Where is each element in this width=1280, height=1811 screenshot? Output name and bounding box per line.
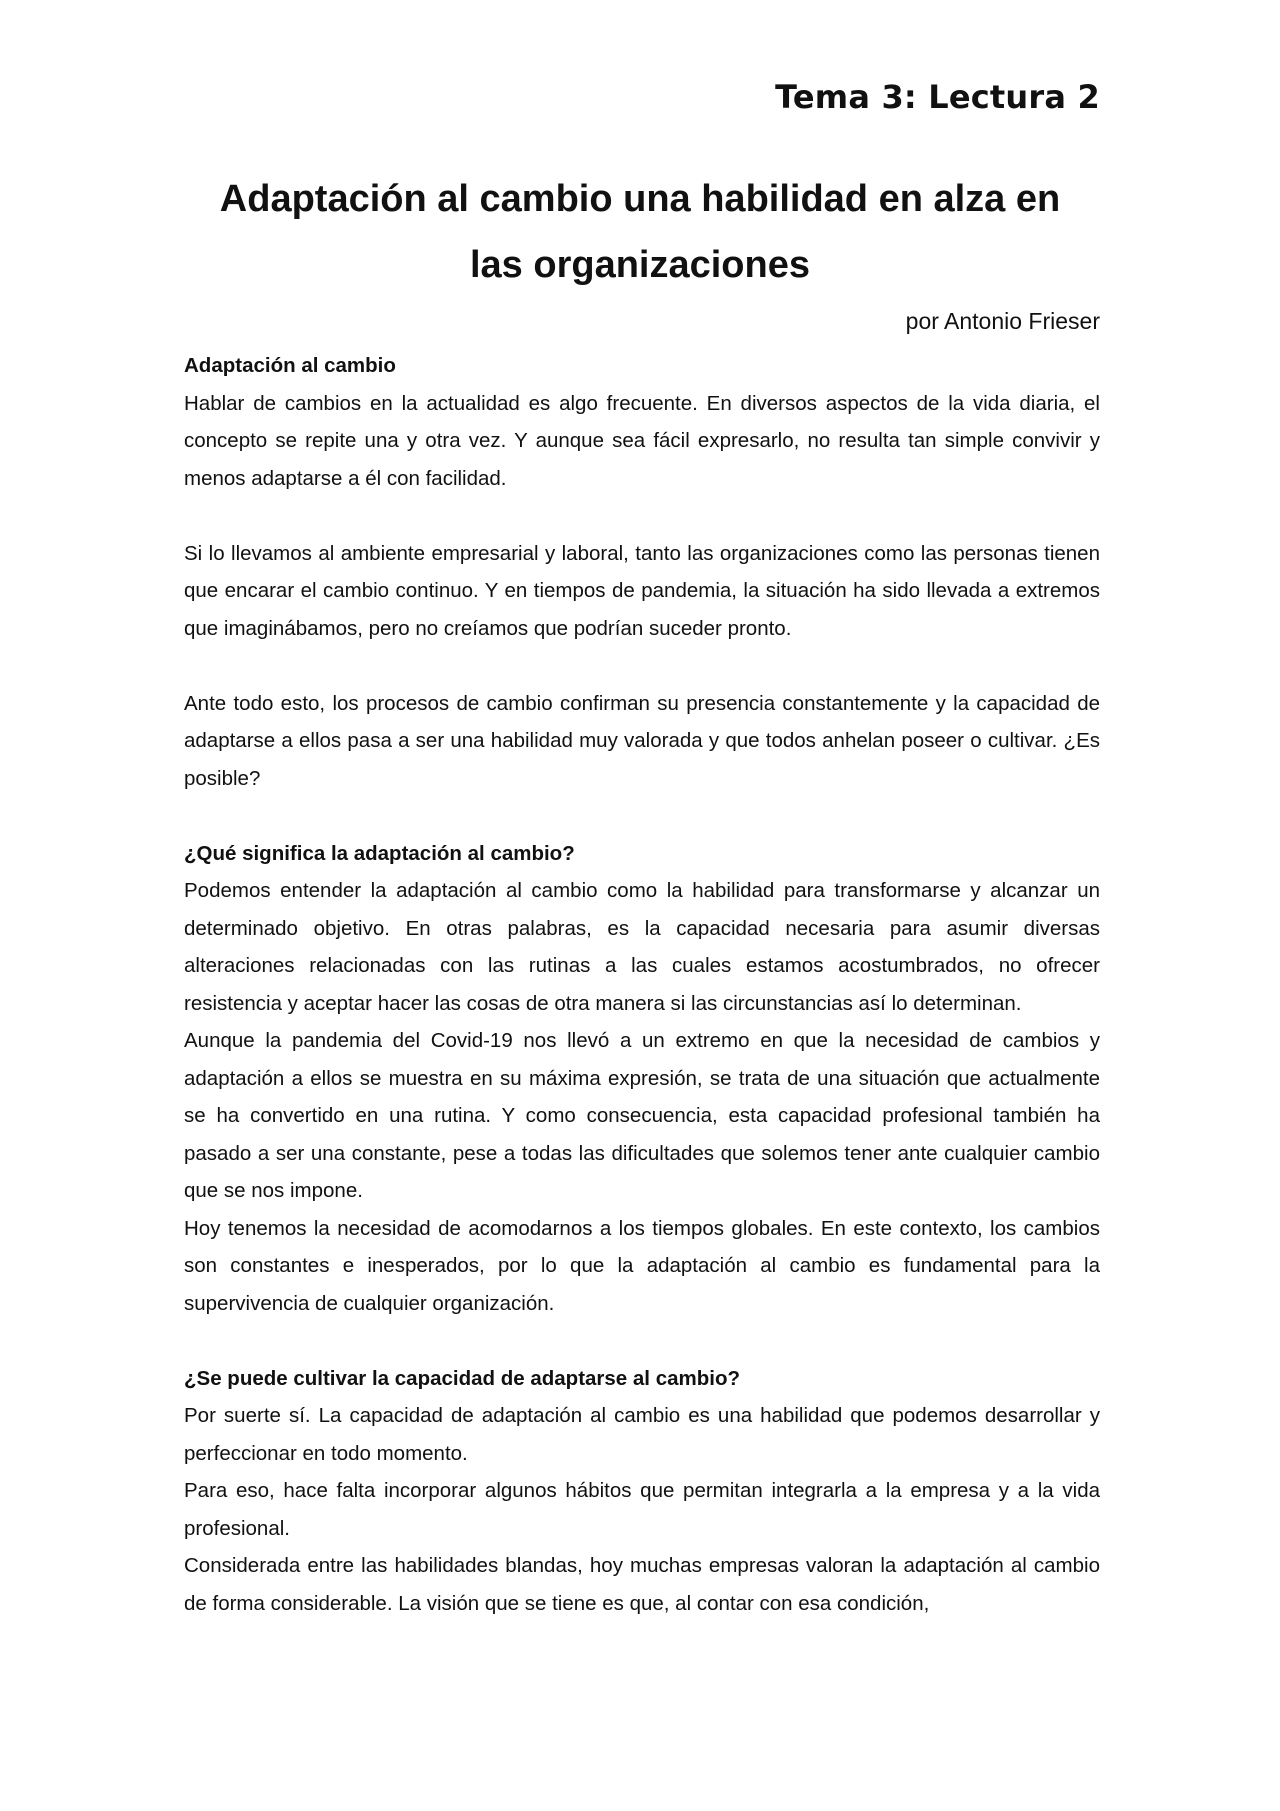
paragraph: Para eso, hace falta incorporar algunos hábitos que permitan integrarla a la empresa y a la vida profesional. xyxy=(184,1479,1100,1540)
article-title xyxy=(170,166,1110,298)
section-heading: ¿Se puede cultivar la capacidad de adaptarse al cambio? xyxy=(184,1366,740,1390)
paragraph: Podemos entender la adaptación al cambio como la habilidad para transformarse y alcanzar un determinado objetivo. En otras palabras, es la capacidad necesaria para asumir diversas alteraciones relacionadas con las rutinas a las cuales estamos acostumbrados, no ofrecer resistencia y aceptar hacer las cosas de otra manera si las circunstancias así lo determinan. xyxy=(184,879,1100,1015)
author-byline: por Antonio Frieser xyxy=(905,308,1100,334)
article-body xyxy=(184,347,1100,1622)
section-cultivar xyxy=(184,1360,1100,1623)
section-gap xyxy=(184,1322,1100,1360)
section-que-significa xyxy=(184,835,1100,1323)
section-gap xyxy=(184,797,1100,835)
section-heading: Adaptación al cambio xyxy=(184,354,396,377)
title-line-2: las organizaciones xyxy=(469,244,810,286)
paragraph-gap xyxy=(184,497,1100,535)
section-heading: ¿Qué significa la adaptación al cambio? xyxy=(184,841,575,865)
paragraph: Por suerte sí. La capacidad de adaptación al cambio es una habilidad que podemos desarrollar y perfeccionar en todo momento. xyxy=(184,1404,1100,1465)
paragraph: Aunque la pandemia del Covid-19 nos llevó a un extremo en que la necesidad de cambios y adaptación a ellos se muestra en su máxima expresión, se trata de una situación que actualmente se ha convertido en una rutina. Y como consecuencia, esta capacidad profesional también ha pasado a ser una constante, pese a todas las dificultades que solemos tener ante cualquier cambio que se nos impone. xyxy=(184,1029,1100,1202)
section-adaptacion xyxy=(184,347,1100,797)
lecture-tag: Tema 3: Lectura 2 xyxy=(775,78,1100,116)
paragraph: Si lo llevamos al ambiente empresarial y laboral, tanto las organizaciones como las personas tienen que encarar el cambio continuo. Y en tiempos de pandemia, la situación ha sido llevada a extremos que imaginábamos, pero no creíamos que podrían suceder pronto. xyxy=(184,541,1100,640)
paragraph: Ante todo esto, los procesos de cambio confirman su presencia constantemente y la capacidad de adaptarse a ellos pasa a ser una habilidad muy valorada y que todos anhelan poseer o cultivar. ¿Es posible? xyxy=(184,691,1100,790)
title-line-1: Adaptación al cambio una habilidad en alza en xyxy=(219,178,1061,220)
paragraph: Considerada entre las habilidades blandas, hoy muchas empresas valoran la adaptación al cambio de forma considerable. La visión que se tiene es que, al contar con esa condición, xyxy=(184,1554,1100,1615)
paragraph: Hablar de cambios en la actualidad es algo frecuente. En diversos aspectos de la vida diaria, el concepto se repite una y otra vez. Y aunque sea fácil expresarlo, no resulta tan simple convivir y menos adaptarse a él con facilidad. xyxy=(184,391,1100,490)
paragraph: Hoy tenemos la necesidad de acomodarnos a los tiempos globales. En este contexto, los cambios son constantes e inesperados, por lo que la adaptación al cambio es fundamental para la supervivencia de cualquier organización. xyxy=(184,1216,1100,1315)
paragraph-gap xyxy=(184,647,1100,685)
